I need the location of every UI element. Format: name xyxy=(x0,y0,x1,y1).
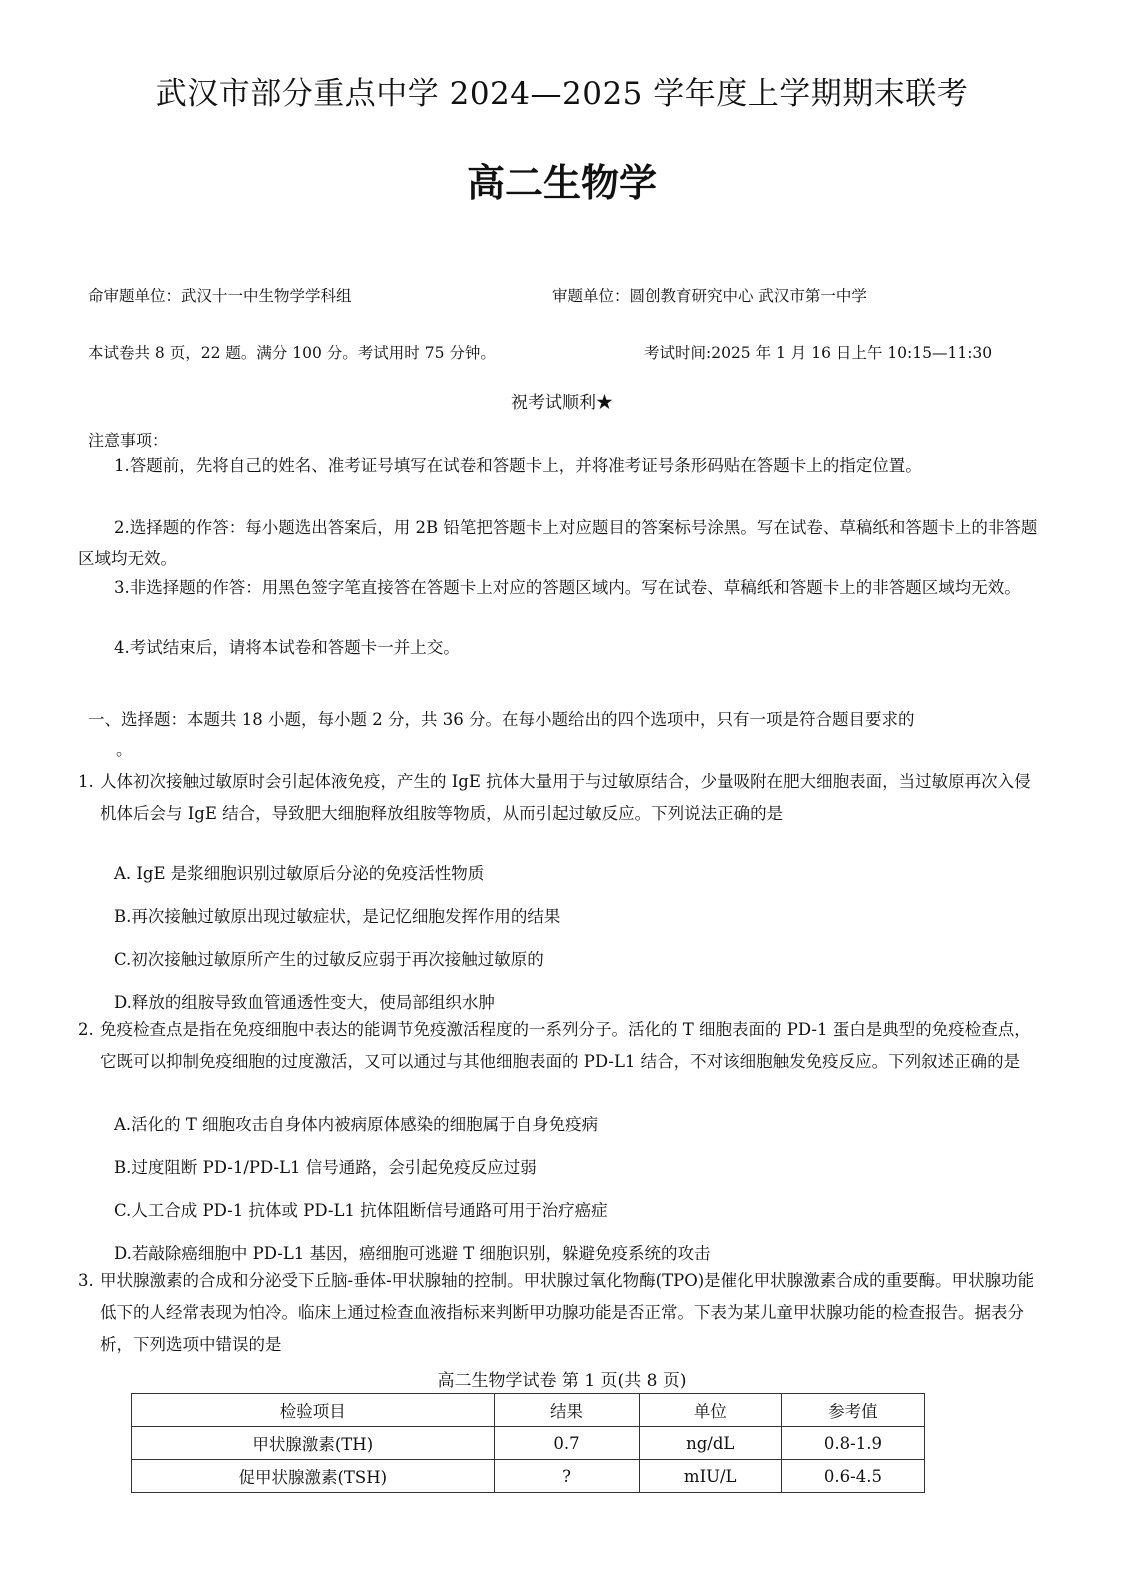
question-number: 2. xyxy=(78,1020,94,1039)
column-header: 参考值 xyxy=(781,1394,924,1427)
note-item: 1.答题前，先将自己的姓名、准考证号填写在试卷和答题卡上，并将准考证号条形码贴在答题卡上的指定位置。 xyxy=(114,456,922,475)
thyroid-report-table xyxy=(131,1393,925,1493)
option-d[interactable]: D.释放的组胺导致血管通透性变大，使局部组织水肿 xyxy=(114,993,495,1012)
table-cell: mIU/L xyxy=(639,1460,781,1493)
table-cell: ng/dL xyxy=(639,1427,781,1460)
table-row xyxy=(132,1427,925,1460)
setter-unit: 命审题单位：武汉十一中生物学学科组 xyxy=(88,287,352,305)
table-header-row xyxy=(132,1394,925,1427)
section-heading-tail: 。 xyxy=(116,740,133,759)
subject-title: 高二生物学 xyxy=(466,161,657,205)
question-stem: 人体初次接触过敏原时会引起体液免疫，产生的 IgE 抗体大量用于与过敏原结合，少量吸附在肥大细胞表面，当过敏原再次入侵机体后会与 IgE 结合，导致肥大细胞释放组胺等物质，从而引起过敏反应。下列说法正确的是 xyxy=(100,772,1031,823)
column-header: 单位 xyxy=(639,1394,781,1427)
question-1 xyxy=(78,766,1036,830)
column-header: 检验项目 xyxy=(132,1394,495,1427)
table-cell: 甲状腺激素(TH) xyxy=(132,1427,495,1460)
exam-title: 武汉市部分重点中学 2024—2025 学年度上学期期末联考 xyxy=(155,76,969,112)
reviewer-unit: 审题单位：圆创教育研究中心 武汉市第一中学 xyxy=(552,287,867,305)
table-cell: ? xyxy=(494,1460,639,1493)
option-a[interactable]: A.活化的 T 细胞攻击自身体内被病原体感染的细胞属于自身免疫病 xyxy=(114,1115,599,1134)
question-number: 1. xyxy=(78,772,94,791)
question-3 xyxy=(78,1265,1036,1361)
question-stem: 甲状腺激素的合成和分泌受下丘脑-垂体-甲状腺轴的控制。甲状腺过氧化物酶(TPO)是催化甲状腺激素合成的重要酶。甲状腺功能低下的人经常表现为怕冷。临床上通过检查血液指标来判断甲功腺功能是否正常。下表为某儿童甲状腺功能的检查报告。据表分析，下列选项中错误的是 xyxy=(100,1271,1035,1354)
page-footer: 高二生物学试卷 第 1 页(共 8 页) xyxy=(437,1371,687,1391)
column-header: 结果 xyxy=(494,1394,639,1427)
exam-time: 考试时间:2025 年 1 月 16 日上午 10:15—11:30 xyxy=(644,344,993,362)
good-luck-line: 祝考试顺利★ xyxy=(511,393,613,413)
table-cell: 0.8-1.9 xyxy=(781,1427,924,1460)
question-number: 3. xyxy=(78,1271,94,1290)
option-c[interactable]: C.初次接触过敏原所产生的过敏反应弱于再次接触过敏原的 xyxy=(114,950,544,969)
table-cell: 促甲状腺激素(TSH) xyxy=(132,1460,495,1493)
option-a[interactable]: A. IgE 是浆细胞识别过敏原后分泌的免疫活性物质 xyxy=(114,864,485,883)
question-stem: 免疫检查点是指在免疫细胞中表达的能调节免疫激活程度的一系列分子。活化的 T 细胞表面的 PD-1 蛋白是典型的免疫检查点，它既可以抑制免疫细胞的过度激活，又可以通过与其他细胞表面的 PD-L1 结合，不对该细胞触发免疫反应。下列叙述正确的是 xyxy=(100,1020,1031,1071)
table-cell: 0.7 xyxy=(494,1427,639,1460)
question-2 xyxy=(78,1014,1036,1078)
note-item: 3.非选择题的作答：用黑色签字笔直接答在答题卡上对应的答题区域内。写在试卷、草稿纸和答题卡上的非答题区域均无效。 xyxy=(114,578,1021,597)
option-d[interactable]: D.若敲除癌细胞中 PD-L1 基因，癌细胞可逃避 T 细胞识别，躲避免疫系统的攻击 xyxy=(114,1244,711,1263)
option-b[interactable]: B.过度阻断 PD-1/PD-L1 信号通路，会引起免疫反应过弱 xyxy=(114,1158,537,1177)
option-b[interactable]: B.再次接触过敏原出现过敏症状，是记忆细胞发挥作用的结果 xyxy=(114,907,561,926)
table-cell: 0.6-4.5 xyxy=(781,1460,924,1493)
note-item: 4.考试结束后，请将本试卷和答题卡一并上交。 xyxy=(114,638,460,657)
exam-info: 本试卷共 8 页，22 题。满分 100 分。考试用时 75 分钟。 xyxy=(88,344,496,362)
note-item: 2.选择题的作答：每小题选出答案后，用 2B 铅笔把答题卡上对应题目的答案标号涂黑。写在试卷、草稿纸和答题卡上的非答题区域均无效。 xyxy=(78,518,1038,568)
section-heading: 一、选择题：本题共 18 小题，每小题 2 分，共 36 分。在每小题给出的四个选项中，只有一项是符合题目要求的 xyxy=(88,710,915,729)
option-c[interactable]: C.人工合成 PD-1 抗体或 PD-L1 抗体阻断信号通路可用于治疗癌症 xyxy=(114,1201,608,1220)
table-row xyxy=(132,1460,925,1493)
notes-heading: 注意事项： xyxy=(88,431,169,450)
